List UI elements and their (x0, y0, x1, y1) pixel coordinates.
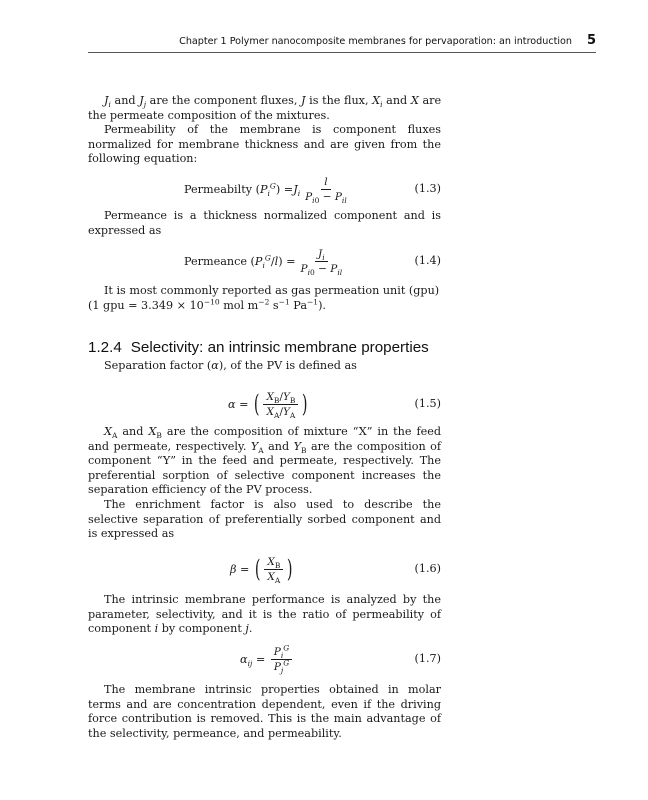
equation-1-4: Permeance ( $P_i^G$ / l ) = $\frac{J_i}{P_{i0} - P_{il}}$ (1.4) (184, 247, 441, 277)
equation-number: (1.4) (414, 254, 441, 267)
paragraph-permeability: Permeability of the membrane is component fluxes normalized for membrane thickness and are given from the following equation: (88, 123, 441, 166)
paragraph-gpu: It is most commonly reported as gas permeation unit (gpu) (1 gpu = $3.349 \times 10^{-10}$ mol $m^{-2}$ $s^{-1}$ $Pa^{-1}$). (88, 284, 440, 312)
paragraph-selectivity: The intrinsic membrane performance is analyzed by the parameter, selectivity, and it is the ratio of permeability of component i by component j. (88, 593, 441, 636)
equation-1-3: Permeabilty ( $P_i^G$ ) = $J_i$ $\frac{l}{P_{i0} - P_{il}}$ (1.3) (184, 175, 441, 205)
paragraph-fluxes: $J_i$ and $J_j$ are the component fluxes, J is the flux, $X_i$ and X are the permeate composition of the mixtures. (88, 94, 442, 122)
paragraph-enrichment: The enrichment factor is also used to describe the selective separation of preferentially sorbed component and is expressed as (88, 498, 441, 541)
equation-number: (1.7) (414, 652, 441, 665)
running-header (88, 32, 596, 53)
equation-1-6: β = ( $\frac{X_B}{X_A}$ ) (1.6) (230, 555, 441, 585)
page-number: 5 (586, 33, 596, 48)
equation-number: (1.6) (414, 562, 441, 575)
equation-number: (1.5) (414, 397, 441, 410)
section-heading (88, 339, 429, 356)
equation-1-7: $\alpha_{ij}$ = $\frac{P_i^G}{P_j^G}$ (1.7) (240, 643, 441, 675)
section-title: Selectivity: an intrinsic membrane properties (130, 339, 429, 356)
section-number: 1.2.4 (88, 339, 122, 356)
paragraph-separation-factor: Separation factor (α), of the PV is defined as (104, 359, 357, 372)
chapter-title: Chapter 1 Polymer nanocomposite membranes for pervaporation: an introduction (179, 36, 572, 47)
equation-label: Permeabilty (184, 182, 253, 196)
paragraph-conclusion: The membrane intrinsic properties obtained in molar terms and are concentration dependent, even if the driving force contribution is removed. This is the main advantage of the selectivity, permeance, and permeability. (88, 683, 441, 740)
equation-1-5: α = ( $\frac{X_B/Y_B}{X_A/Y_A}$ ) (1.5) (228, 390, 441, 420)
paragraph-composition: $X_A$ and $X_B$ are the composition of mixture “X” in the feed and permeate, respectively. $Y_A$ and $Y_B$ are the composition of component “Y” in the feed and permeate, respectively. The preferential sorption of selective component increases the separation efficiency of the PV process. (88, 425, 442, 497)
equation-number: (1.3) (414, 182, 441, 195)
equation-label: Permeance (184, 254, 247, 268)
paragraph-permeance: Permeance is a thickness normalized component and is expressed as (88, 209, 441, 237)
